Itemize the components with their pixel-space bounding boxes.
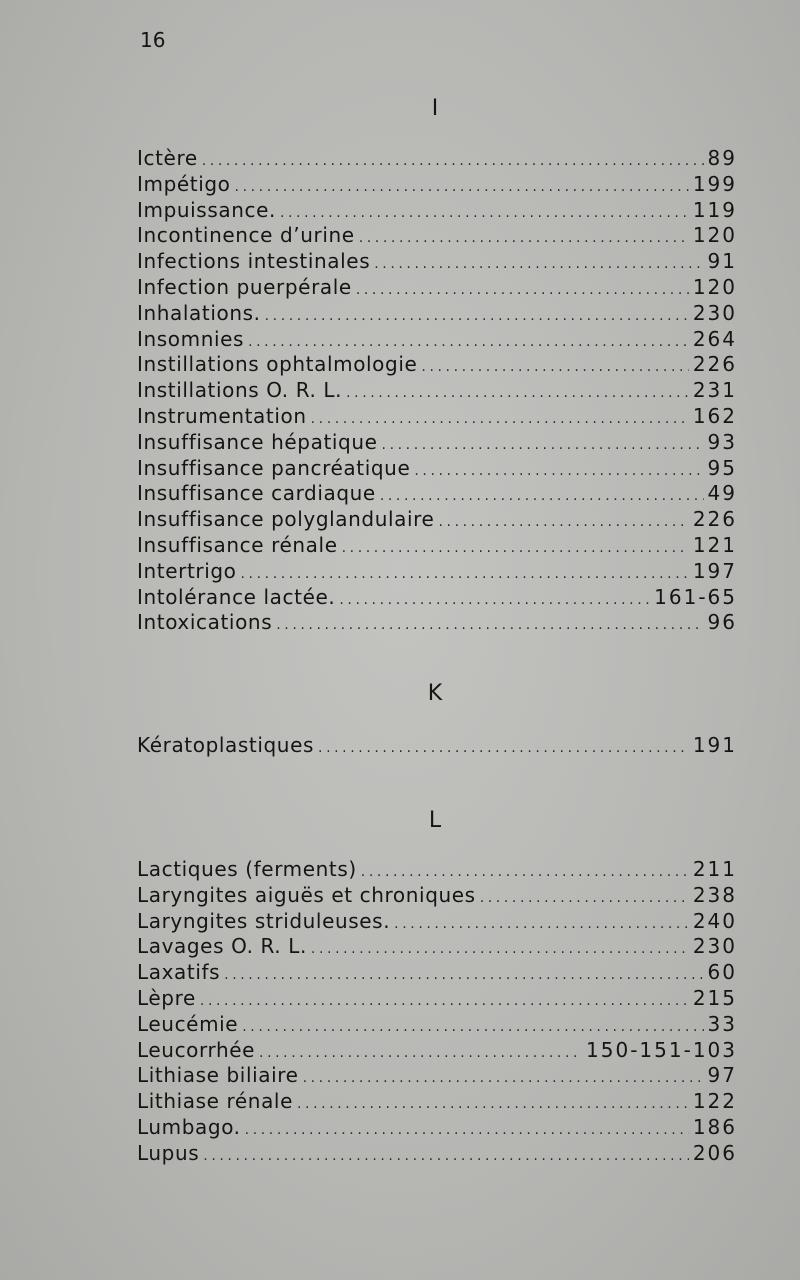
entry-page: 226 (692, 352, 737, 377)
entry-page: 226 (692, 507, 737, 532)
index-entry (137, 934, 737, 960)
index-list-k (137, 733, 737, 759)
index-entry (137, 327, 737, 353)
entry-page: 60 (707, 960, 737, 985)
entry-page: 238 (692, 882, 737, 907)
entry-page: 97 (707, 1063, 737, 1088)
entry-page: 162 (692, 403, 737, 428)
dot-leader (303, 1066, 704, 1092)
index-entry (137, 533, 737, 559)
index-entry (137, 1141, 737, 1167)
entry-term: Lavages O. R. L. (137, 934, 307, 959)
index-entry (137, 249, 737, 275)
entry-term: Insomnies (137, 326, 245, 351)
index-entry (137, 456, 737, 482)
dot-leader (318, 736, 689, 762)
dot-leader (356, 278, 689, 304)
index-entry (137, 883, 737, 909)
index-entry (137, 857, 737, 883)
index-entry (137, 172, 737, 198)
entry-page: 119 (692, 197, 737, 222)
entry-term: Infection puerpérale (137, 274, 352, 299)
entry-page: 122 (692, 1089, 737, 1114)
entry-term: Laryngites striduleuses. (137, 908, 391, 933)
entry-page: 186 (692, 1114, 737, 1139)
index-entry (137, 909, 737, 935)
index-entry (137, 430, 737, 456)
entry-term: Leucorrhée (137, 1037, 256, 1062)
entry-page: 230 (692, 300, 737, 325)
entry-page: 91 (707, 249, 737, 274)
index-entry (137, 301, 737, 327)
entry-term: Lithiase biliaire (137, 1063, 299, 1088)
entry-page: 49 (707, 481, 737, 506)
dot-leader (339, 588, 650, 614)
entry-term: Lithiase rénale (137, 1089, 293, 1114)
index-entry (137, 1115, 737, 1141)
page-number: 16 (140, 28, 166, 52)
entry-page: 150-151-103 (586, 1037, 737, 1062)
entry-term: Instillations O. R. L. (137, 378, 343, 403)
index-list-i (137, 146, 737, 636)
dot-leader (235, 175, 689, 201)
entry-term: Insuffisance pancréatique (137, 455, 411, 480)
dot-leader (200, 989, 689, 1015)
dot-leader (311, 937, 689, 963)
entry-term: Lactiques (ferments) (137, 857, 357, 881)
index-entry (137, 352, 737, 378)
index-entry (137, 733, 737, 759)
entry-page: 197 (692, 558, 737, 583)
entry-term: Inhalations. (137, 300, 261, 325)
entry-term: Instrumentation (137, 403, 307, 428)
section-letter-k: K (427, 681, 443, 706)
dot-leader (202, 149, 704, 175)
section-letter-i: I (431, 96, 439, 121)
index-entry (137, 1012, 737, 1038)
dot-leader (265, 304, 689, 330)
entry-page: 96 (707, 610, 737, 635)
dot-leader (438, 510, 688, 536)
index-entry (137, 198, 737, 224)
entry-term: Infections intestinales (137, 249, 371, 274)
entry-term: Impétigo (137, 171, 231, 196)
entry-page: 95 (707, 455, 737, 480)
entry-page: 264 (692, 326, 737, 351)
dot-leader (224, 963, 703, 989)
entry-term: Lèpre (137, 985, 196, 1010)
index-list-l (137, 857, 737, 1167)
index-entry (137, 1089, 737, 1115)
index-entry (137, 275, 737, 301)
entry-page: 93 (707, 429, 737, 454)
index-entry (137, 610, 737, 636)
dot-leader (480, 886, 689, 912)
entry-term: Laryngites aiguës et chroniques (137, 882, 476, 907)
index-entry (137, 146, 737, 172)
entry-page: 191 (692, 733, 737, 757)
entry-term: Intoxications (137, 610, 273, 635)
dot-leader (203, 1144, 689, 1170)
entry-term: Laxatifs (137, 960, 221, 985)
dot-leader (394, 912, 689, 938)
entry-page: 240 (692, 908, 737, 933)
dot-leader (359, 226, 689, 252)
dot-leader (342, 536, 689, 562)
entry-term: Intolérance lactée. (137, 584, 336, 609)
index-entry (137, 1063, 737, 1089)
dot-leader (346, 381, 689, 407)
entry-page: 120 (692, 223, 737, 248)
entry-term: Intertrigo (137, 558, 237, 583)
index-entry (137, 481, 737, 507)
index-entry (137, 507, 737, 533)
entry-term: Ictère (137, 146, 198, 170)
entry-page: 215 (692, 985, 737, 1010)
entry-page: 120 (692, 274, 737, 299)
entry-term: Insuffisance polyglandulaire (137, 507, 435, 532)
index-entry (137, 223, 737, 249)
entry-page: 206 (692, 1140, 737, 1165)
dot-leader (421, 355, 688, 381)
dot-leader (297, 1092, 689, 1118)
dot-leader (259, 1041, 582, 1067)
dot-leader (414, 459, 703, 485)
entry-page: 33 (707, 1011, 737, 1036)
entry-term: Insuffisance hépatique (137, 429, 378, 454)
entry-term: Lumbago. (137, 1114, 241, 1139)
entry-term: Incontinence d’urine (137, 223, 355, 248)
entry-term: Leucémie (137, 1011, 239, 1036)
entry-page: 161-65 (654, 584, 737, 609)
index-entry (137, 1038, 737, 1064)
index-entry (137, 378, 737, 404)
index-entry (137, 986, 737, 1012)
index-entry (137, 559, 737, 585)
index-entry (137, 585, 737, 611)
entry-page: 230 (692, 934, 737, 959)
entry-page: 231 (692, 378, 737, 403)
section-letter-l: L (428, 808, 442, 833)
entry-term: Impuissance. (137, 197, 276, 222)
entry-term: Insuffisance rénale (137, 532, 338, 557)
entry-term: Lupus (137, 1140, 200, 1165)
entry-page: 89 (707, 146, 737, 170)
dot-leader (374, 252, 703, 278)
dot-leader (245, 1118, 689, 1144)
entry-page: 199 (692, 171, 737, 196)
entry-term: Instillations ophtalmologie (137, 352, 418, 377)
entry-page: 121 (692, 532, 737, 557)
entry-term: Insuffisance cardiaque (137, 481, 376, 506)
entry-page: 211 (692, 857, 737, 881)
entry-term: Kératoplastiques (137, 733, 315, 757)
dot-leader (276, 613, 703, 639)
index-entry (137, 960, 737, 986)
index-entry (137, 404, 737, 430)
dot-leader (382, 433, 704, 459)
